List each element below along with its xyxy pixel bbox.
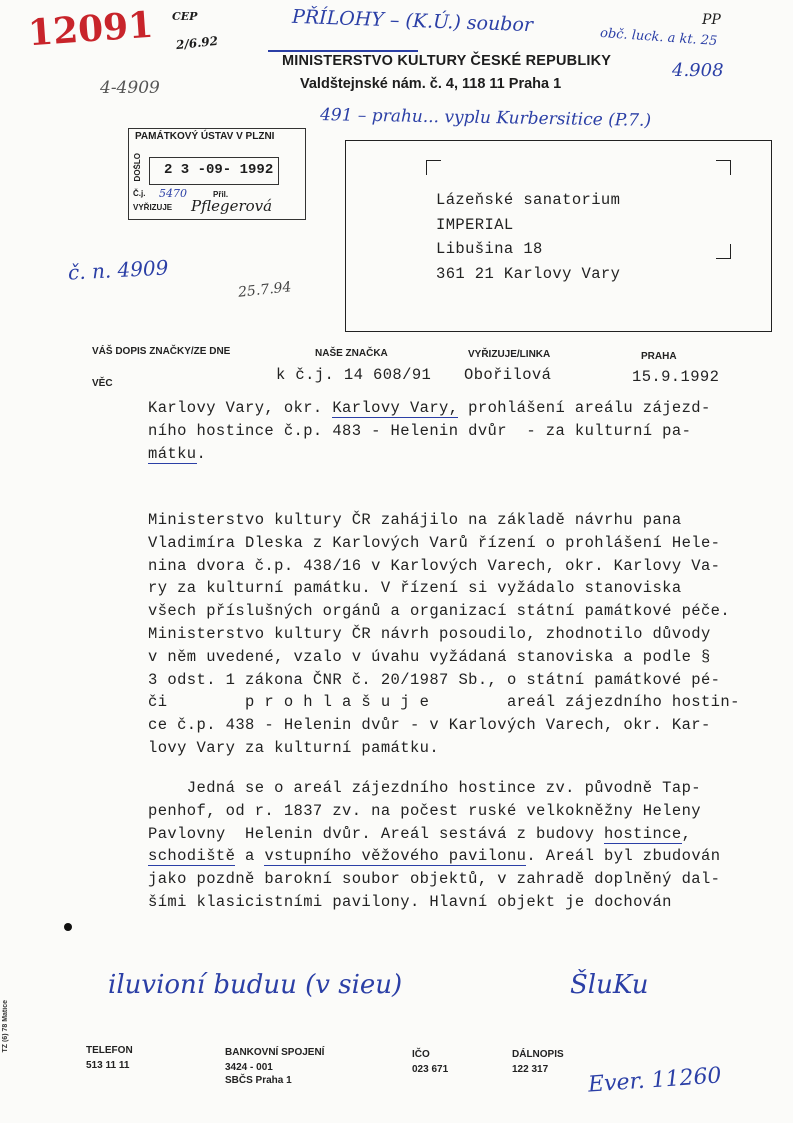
ministry-name: MINISTERSTVO KULTURY ČESKÉ REPUBLIKY [282,53,612,69]
body-line: Jedná se o areál zájezdního hostince zv. původně Tap- [148,779,701,797]
subject-block [148,397,711,466]
dalnopis-value: 122 317 [512,1064,549,1075]
body-line [148,823,720,846]
vas-dopis-label: VÁŠ DOPIS ZNAČKY/ZE DNE [92,346,231,357]
body-text: . Areál byl zbudován [526,847,721,866]
body-line: všech příslušných orgánů a organizací státní památkové péče. [148,602,731,621]
praha-label: PRAHA [641,351,677,362]
body-text: , [681,824,692,843]
print-side-note: TZ (6) 78 Matice [2,1000,9,1053]
body-line: Vladimíra Dleska z Karlových Varů řízení o prohlášení Hele- [148,533,721,552]
banka-label: BANKOVNÍ SPOJENÍ [225,1047,325,1058]
stamp-signature: Pflegerová [191,197,273,215]
body-text: a [235,847,265,866]
punch-mark [64,923,72,931]
handwritten-bottom-note: iluvioní buduu (v sieu) [108,970,403,1000]
nase-znacka-value: k č.j. 14 608/91 [276,366,432,384]
body-line: Ministerstvo kultury ČR návrh posoudilo, zhodnotilo důvody [148,624,711,643]
handwritten-top-right-mark: PP [702,12,721,28]
stamp-organization: PAMÁTKOVÝ ÚSTAV V PLZNI [135,131,275,142]
dalnopis-label: DÁLNOPIS [512,1049,564,1060]
handwritten-line-note: 491 – prahu... vyplu Kurbersitice (P.7.) [319,105,652,131]
stamp-date-box [149,157,279,185]
subject-line-3 [148,443,711,466]
telefon-label: TELEFON [86,1045,133,1056]
address-corner-tl [426,160,441,175]
stamp-vyrizuje-label: VYŘIZUJE [133,203,173,212]
body-line: v něm uvedené, vzalo v úvahu vyžádaná stanoviska a podle § [148,647,711,666]
stamp-date: 2 3 -09- 1992 [164,162,274,178]
vec-label: VĚC [92,378,113,389]
body-line: či p r o h l a š u j e areál zájezdního hostin- [148,693,740,712]
body-line: šími klasicistními pavilony. Hlavní objekt je dochován [148,892,672,911]
body-line: ce č.p. 438 - Helenin dvůr - v Karlových Varech, okr. Kar- [148,716,711,735]
handwritten-cep-date: 2/6.92 [175,33,219,53]
body-line: lovy Vary za kulturní památku. [148,738,440,757]
telefon-value: 513 11 11 [86,1060,130,1071]
subject-line-3b: . [196,445,207,463]
ministry-address: Valdštejnské nám. č. 4, 118 11 Praha 1 [300,76,562,92]
stamp-cj-label: Č.j. [133,189,146,198]
stamp-cj-value: 5470 [159,187,187,200]
vyrizuje-value: Obořilová [464,366,552,384]
recipient-line-2: IMPERIAL [436,215,514,234]
recipient-line-3: Libušina 18 [436,240,543,258]
banka-value-2: SBČS Praha 1 [225,1075,292,1086]
body-paragraph-1 [148,509,740,760]
subject-line-1 [148,397,711,420]
vyrizuje-label: VYŘIZUJE/LINKA [468,349,551,360]
stamp-side-label: DOŠLO [133,153,142,182]
nase-znacka-label: NAŠE ZNAČKA [315,348,388,359]
recipient-line-1: Lázeňské sanatorium [436,191,621,209]
body-paragraph-2 [148,777,720,914]
handwritten-underline [268,50,418,52]
body-underlined-hostince: hostince [603,824,682,843]
letter-date: 15.9.1992 [632,368,720,386]
handwritten-date-note: 25.7.94 [237,279,293,301]
ico-value: 023 671 [412,1064,449,1075]
handwritten-top-note-2: obč. luck. a kt. 25 [599,25,718,50]
body-line: jako pozdně barokní soubor objektů, v zahradě doplněný dal- [148,870,721,889]
handwritten-top-right-number: 4.908 [672,60,724,81]
handwritten-bracket-number: 4-4909 [100,78,160,98]
address-corner-br [716,244,731,259]
body-line: ry za kulturní památku. V řízení si vyžádalo stanoviska [148,579,682,598]
handwritten-ever-note: Ever. 11260 [587,1063,723,1098]
handwritten-cep-label: CEP [172,10,198,23]
recipient-address [436,188,620,286]
body-line: Ministerstvo kultury ČR zahájilo na základě návrhu pana [148,511,682,529]
address-corner-tr [716,160,731,175]
handwritten-red-number: 12091 [26,3,155,55]
handwritten-bottom-note-2: ŠluKu [570,970,649,1000]
body-underlined-pavilon: vstupního věžového pavilonu [264,847,527,866]
recipient-line-4: 361 21 Karlovy Vary [436,264,621,283]
body-line: penhof, od r. 1837 zv. na počest ruské velkokněžny Heleny [148,801,701,820]
body-line: 3 odst. 1 zákona ČNR č. 20/1987 Sb., o státní památkové pé- [148,670,721,689]
handwritten-top-note: PŘÍLOHY – (K.Ú.) soubor [291,5,534,37]
stamp-pril-label: Přil. [213,190,229,199]
received-stamp [128,128,306,220]
ico-label: IČO [412,1049,430,1060]
handwritten-cj-note: č. n. 4909 [67,255,169,285]
subject-line-3a: mátku [148,445,197,463]
body-text: Pavlovny Helenin dvůr. Areál sestává z budovy [148,824,604,843]
body-line: nina dvora č.p. 438/16 v Karlových Varech, okr. Karlovy Va- [148,556,721,575]
body-underlined-schodiste: schodiště [148,847,236,866]
body-line [148,845,720,868]
banka-value-1: 3424 - 001 [225,1062,273,1073]
subject-line-1c: prohlášení areálu zájezd- [458,399,711,417]
subject-line-1b: Karlovy Vary, [332,399,459,417]
subject-line-1a: Karlovy Vary, okr. [148,399,333,417]
subject-line-2: ního hostince č.p. 483 - Helenin dvůr - za kulturní pa- [148,422,692,440]
